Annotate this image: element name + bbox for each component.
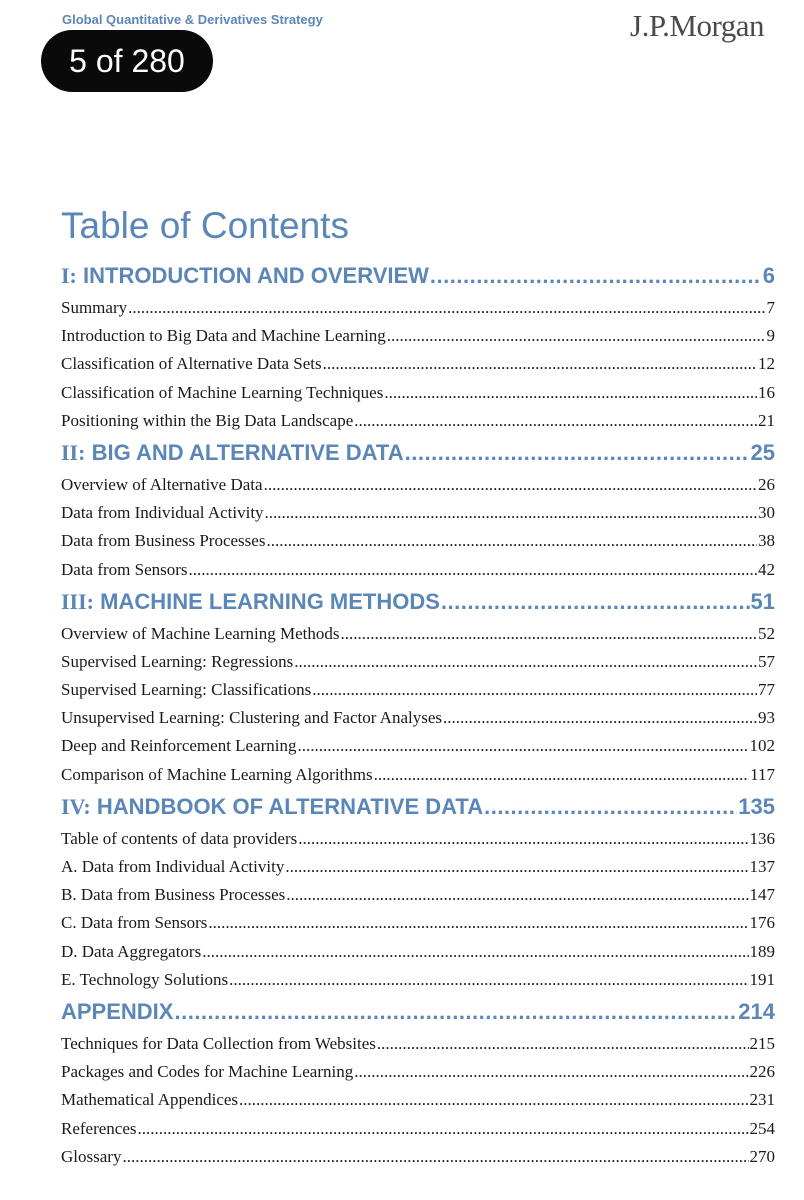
dot-leader bbox=[484, 789, 737, 825]
dot-leader bbox=[298, 825, 748, 853]
jpmorgan-logo: J.P.Morgan bbox=[630, 8, 764, 43]
entry-title: Mathematical Appendices bbox=[61, 1090, 239, 1110]
dot-leader bbox=[265, 499, 757, 527]
entry-title: A. Data from Individual Activity bbox=[61, 857, 285, 876]
dot-leader bbox=[266, 527, 757, 555]
toc-section-heading[interactable] bbox=[61, 584, 775, 620]
entry-title: B. Data from Business Processes bbox=[61, 885, 286, 905]
entry-page-number: 102 bbox=[749, 736, 775, 756]
toc-section-heading[interactable] bbox=[61, 789, 775, 825]
section-title bbox=[61, 789, 483, 825]
entry-page-number: 77 bbox=[758, 680, 775, 700]
toc-entry[interactable] bbox=[61, 704, 775, 732]
dot-leader bbox=[189, 556, 757, 584]
dot-leader bbox=[202, 938, 748, 966]
entry-page-number: 215 bbox=[749, 1033, 775, 1053]
toc-entry[interactable] bbox=[61, 648, 775, 676]
entry-page-number: 93 bbox=[758, 708, 775, 728]
dot-leader bbox=[229, 966, 748, 994]
section-heading: MACHINE LEARNING METHODS bbox=[100, 588, 440, 614]
dot-leader bbox=[312, 676, 757, 704]
entry-page-number: 254 bbox=[749, 1118, 775, 1138]
entry-title: Classification of Machine Learning Techniques bbox=[61, 382, 384, 402]
toc-entry[interactable] bbox=[61, 761, 775, 789]
entry-page-number: 189 bbox=[749, 941, 775, 961]
section-number: II: bbox=[61, 439, 86, 465]
entry-title: Data from Business Processes bbox=[61, 531, 266, 551]
entry-title: Comparison of Machine Learning Algorithms bbox=[61, 764, 373, 784]
dot-leader bbox=[128, 294, 765, 322]
entry-page-number: 7 bbox=[766, 298, 775, 317]
section-number: I: bbox=[61, 263, 77, 288]
entry-title: Supervised Learning: Classifications bbox=[61, 680, 312, 700]
section-number: IV: bbox=[61, 793, 91, 819]
dot-leader bbox=[239, 1086, 748, 1114]
toc-entry[interactable] bbox=[61, 1115, 775, 1143]
toc-entry[interactable] bbox=[61, 322, 775, 350]
toc-entry[interactable] bbox=[61, 379, 775, 407]
toc-entry[interactable] bbox=[61, 853, 775, 881]
entry-title: References bbox=[61, 1118, 137, 1138]
entry-page-number: 12 bbox=[758, 354, 775, 374]
entry-page-number: 226 bbox=[749, 1062, 775, 1082]
toc-section-heading[interactable] bbox=[61, 258, 775, 294]
dot-leader bbox=[443, 704, 757, 732]
section-title bbox=[61, 435, 404, 471]
toc-section-heading[interactable] bbox=[61, 435, 775, 471]
entry-page-number: 57 bbox=[758, 651, 775, 671]
dot-leader bbox=[405, 435, 750, 471]
toc-entry[interactable] bbox=[61, 1086, 775, 1114]
section-title bbox=[61, 994, 173, 1030]
section-title bbox=[61, 258, 429, 294]
entry-page-number: 176 bbox=[749, 913, 775, 933]
section-page-number: 25 bbox=[750, 439, 775, 465]
entry-page-number: 52 bbox=[758, 623, 775, 643]
page-indicator: 5 of 280 bbox=[41, 30, 213, 92]
section-title bbox=[61, 584, 440, 620]
dot-leader bbox=[285, 853, 748, 881]
entry-title: Glossary bbox=[61, 1146, 122, 1166]
entry-title: Techniques for Data Collection from Websites bbox=[61, 1033, 376, 1053]
toc-entry[interactable] bbox=[61, 471, 775, 499]
dot-leader bbox=[430, 258, 762, 294]
toc-entry[interactable] bbox=[61, 294, 775, 322]
entry-title: Classification of Alternative Data Sets bbox=[61, 354, 322, 374]
entry-title: Introduction to Big Data and Machine Learning bbox=[61, 326, 386, 346]
dot-leader bbox=[374, 761, 750, 789]
entry-title: Deep and Reinforcement Learning bbox=[61, 736, 297, 756]
toc-entry[interactable] bbox=[61, 732, 775, 760]
dot-leader bbox=[208, 909, 748, 937]
dot-leader bbox=[298, 732, 749, 760]
entry-title: E. Technology Solutions bbox=[61, 969, 229, 989]
toc-entry[interactable] bbox=[61, 825, 775, 853]
dot-leader bbox=[354, 1058, 748, 1086]
dot-leader bbox=[138, 1115, 749, 1143]
section-number: III: bbox=[61, 588, 95, 614]
toc-section-heading[interactable] bbox=[61, 994, 775, 1030]
dot-leader bbox=[341, 620, 757, 648]
strategy-label: Global Quantitative & Derivatives Strategy bbox=[62, 12, 323, 27]
entry-page-number: 270 bbox=[749, 1146, 775, 1166]
section-heading: BIG AND ALTERNATIVE DATA bbox=[91, 439, 404, 465]
section-page-number: 214 bbox=[738, 998, 775, 1024]
dot-leader bbox=[354, 407, 757, 435]
section-page-number: 6 bbox=[762, 263, 775, 288]
entry-page-number: 117 bbox=[750, 764, 775, 784]
entry-page-number: 191 bbox=[749, 969, 775, 989]
section-page-number: 135 bbox=[738, 793, 775, 819]
entry-page-number: 16 bbox=[758, 382, 775, 402]
entry-page-number: 21 bbox=[758, 410, 775, 430]
entry-title: Summary bbox=[61, 298, 128, 317]
entry-title: Packages and Codes for Machine Learning bbox=[61, 1062, 354, 1082]
toc-entry[interactable] bbox=[61, 938, 775, 966]
entry-page-number: 26 bbox=[758, 474, 775, 494]
toc-entry[interactable] bbox=[61, 407, 775, 435]
dot-leader bbox=[377, 1030, 749, 1058]
toc-entry[interactable] bbox=[61, 1030, 775, 1058]
section-heading: APPENDIX bbox=[61, 998, 174, 1024]
entry-page-number: 136 bbox=[749, 828, 775, 848]
entry-page-number: 137 bbox=[749, 857, 775, 876]
dot-leader bbox=[174, 994, 737, 1030]
entry-page-number: 38 bbox=[758, 531, 775, 551]
toc-entry[interactable] bbox=[61, 1058, 775, 1086]
entry-page-number: 231 bbox=[749, 1090, 775, 1110]
entry-title: Data from Sensors bbox=[61, 559, 188, 579]
toc-entry[interactable] bbox=[61, 556, 775, 584]
dot-leader bbox=[294, 648, 757, 676]
toc-entry[interactable] bbox=[61, 499, 775, 527]
toc-entry[interactable] bbox=[61, 1143, 775, 1171]
toc-entry[interactable] bbox=[61, 527, 775, 555]
entry-title: Table of contents of data providers bbox=[61, 828, 298, 848]
toc-entry[interactable] bbox=[61, 966, 775, 994]
dot-leader bbox=[286, 881, 748, 909]
section-heading: INTRODUCTION AND OVERVIEW bbox=[83, 263, 429, 288]
dot-leader bbox=[387, 322, 766, 350]
toc-list bbox=[61, 258, 775, 1171]
section-page-number: 51 bbox=[750, 588, 775, 614]
dot-leader bbox=[384, 379, 757, 407]
dot-leader bbox=[441, 584, 750, 620]
toc-title: Table of Contents bbox=[61, 205, 349, 246]
entry-title: Data from Individual Activity bbox=[61, 503, 264, 523]
entry-title: Overview of Machine Learning Methods bbox=[61, 623, 340, 643]
dot-leader bbox=[323, 350, 757, 378]
entry-title: D. Data Aggregators bbox=[61, 941, 202, 961]
entry-title: Supervised Learning: Regressions bbox=[61, 651, 294, 671]
entry-title: Unsupervised Learning: Clustering and Factor Analyses bbox=[61, 708, 443, 728]
toc-entry[interactable] bbox=[61, 676, 775, 704]
entry-page-number: 42 bbox=[758, 559, 775, 579]
dot-leader bbox=[264, 471, 757, 499]
section-heading: HANDBOOK OF ALTERNATIVE DATA bbox=[96, 793, 484, 819]
entry-page-number: 30 bbox=[758, 503, 775, 523]
entry-title: C. Data from Sensors bbox=[61, 913, 208, 933]
toc-entry[interactable] bbox=[61, 620, 775, 648]
dot-leader bbox=[122, 1143, 748, 1171]
toc-entry[interactable] bbox=[61, 909, 775, 937]
entry-title: Overview of Alternative Data bbox=[61, 474, 263, 494]
entry-title: Positioning within the Big Data Landscape bbox=[61, 410, 354, 430]
entry-page-number: 9 bbox=[766, 326, 775, 346]
toc-entry[interactable] bbox=[61, 881, 775, 909]
entry-page-number: 147 bbox=[749, 885, 775, 905]
toc-entry[interactable] bbox=[61, 350, 775, 378]
